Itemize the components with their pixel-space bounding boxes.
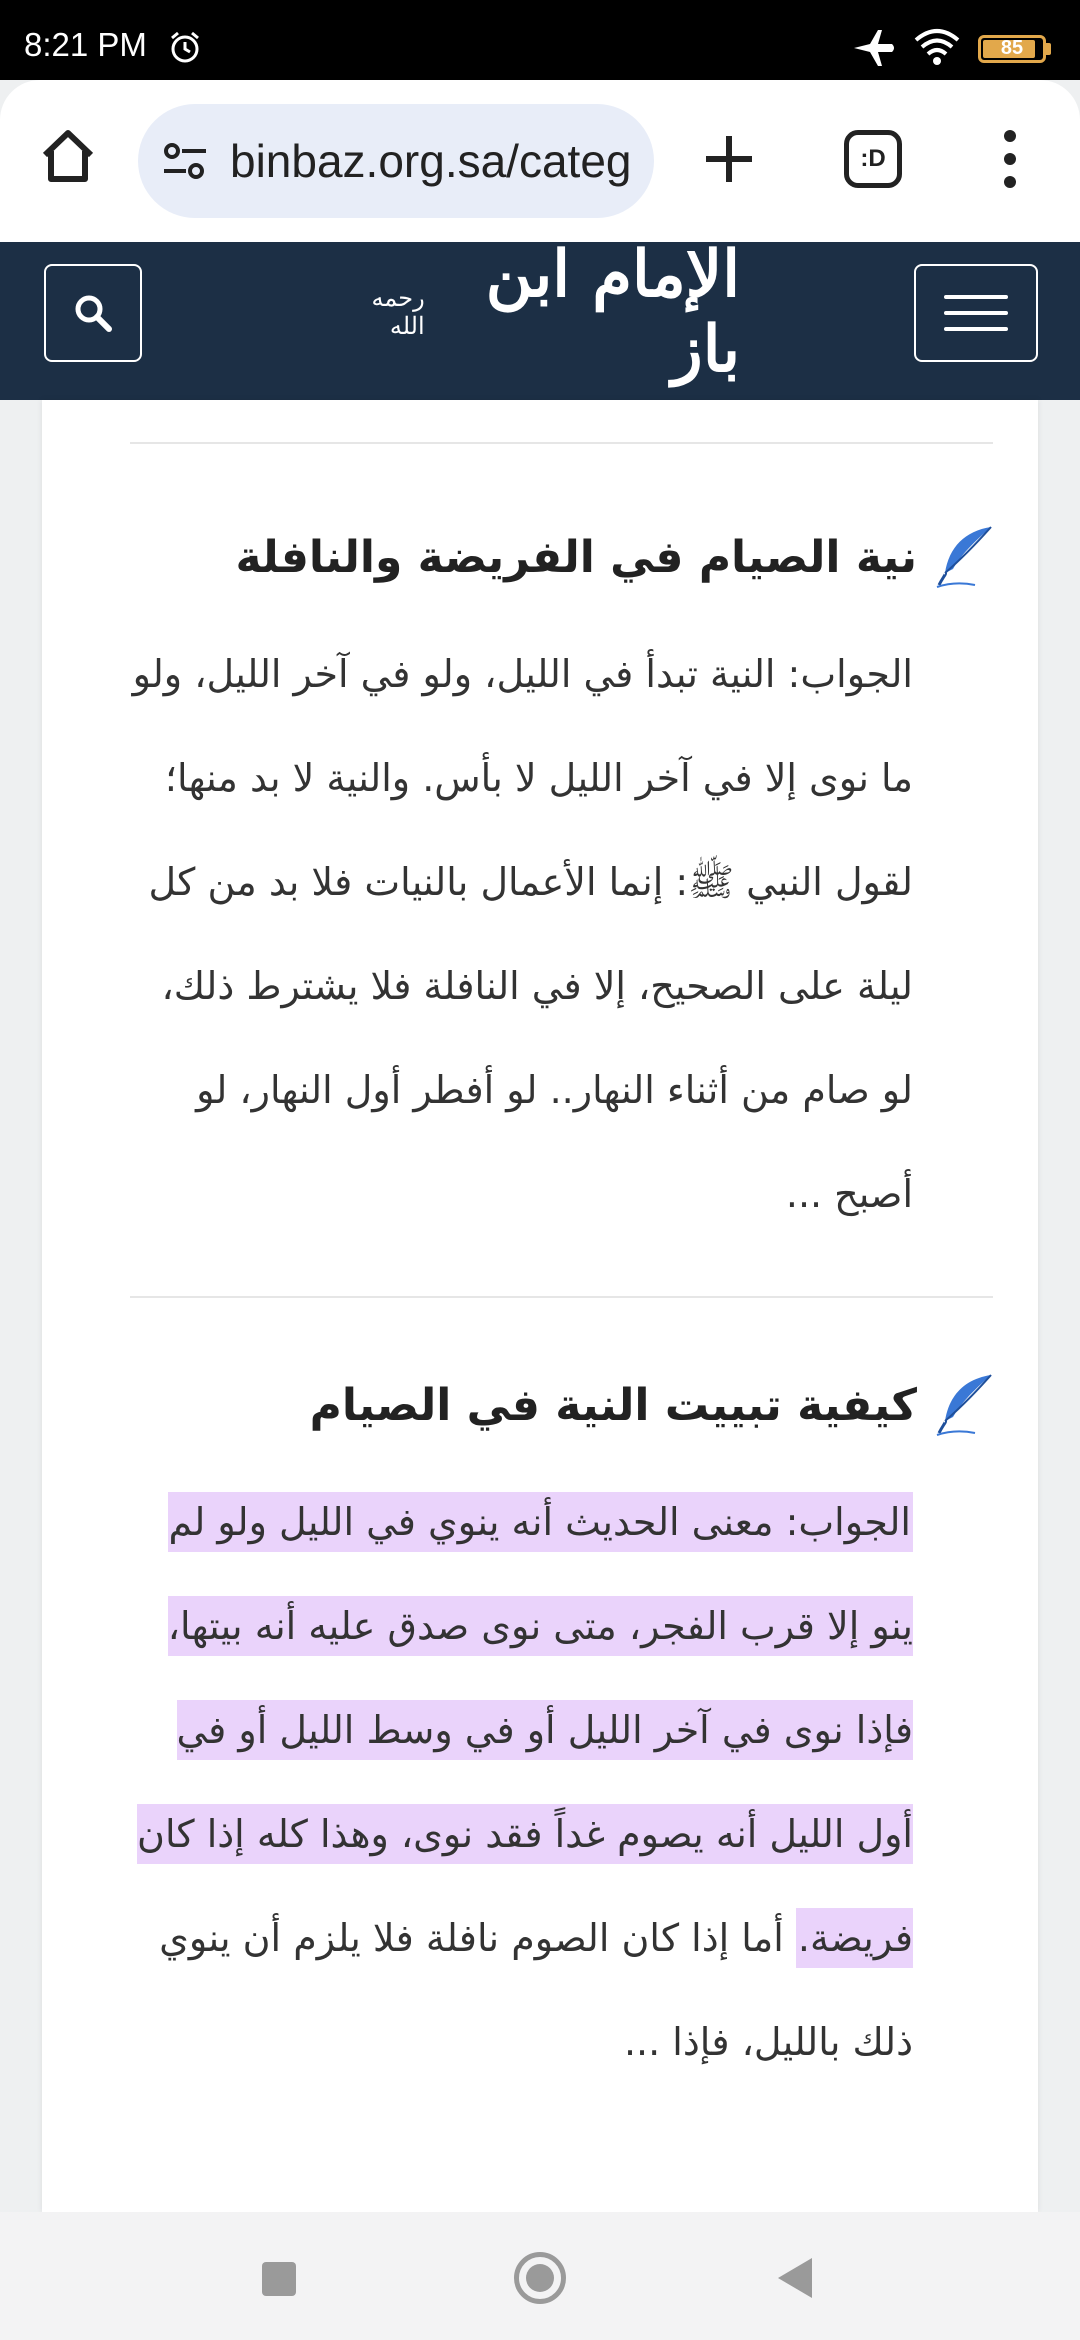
back-button[interactable]	[778, 2258, 812, 2298]
alarm-icon	[168, 30, 202, 64]
recents-button[interactable]	[262, 2262, 296, 2296]
url-bar[interactable]	[138, 104, 654, 218]
divider	[130, 1296, 993, 1298]
search-icon	[73, 293, 113, 333]
logo-honorific: رحمه الله	[371, 284, 425, 340]
feather-icon	[935, 1373, 993, 1437]
tune-icon[interactable]	[162, 141, 208, 181]
article-excerpt	[130, 1470, 993, 2094]
content-card	[42, 400, 1038, 2212]
battery-icon	[978, 35, 1046, 63]
browser-toolbar	[0, 80, 1080, 242]
article-item[interactable]	[130, 1370, 993, 2094]
home-nav-button[interactable]	[514, 2252, 566, 2304]
status-bar	[0, 0, 1080, 80]
highlighted-text: الجواب: معنى الحديث أنه ينوي في الليل ولو لم ينو إلا قرب الفجر، متى نوى صدق عليه أنه بيتها، فإذا نوى في آخر الليل أو في وسط الليل أو في أول الليل أنه يصوم غداً فقد نوى، وهذا كله إذا كان فريضة.	[137, 1492, 913, 1968]
more-vert-icon[interactable]	[992, 124, 1028, 194]
status-time: 8:21 PM	[24, 26, 147, 63]
home-button[interactable]	[36, 124, 100, 188]
article-item[interactable]	[130, 522, 993, 1246]
article-excerpt-text: أما إذا كان الصوم نافلة فلا يلزم أن ينوي ذلك بالليل، فإذا ...	[159, 1916, 913, 2064]
article-title[interactable]: نية الصيام في الفريضة والنافلة	[235, 531, 917, 583]
battery-nub	[1046, 43, 1051, 55]
feather-icon	[935, 525, 993, 589]
site-logo[interactable]	[340, 237, 740, 387]
system-nav-bar	[0, 2212, 1080, 2340]
home-icon	[39, 127, 97, 185]
tab-switcher-label: :D	[860, 145, 886, 172]
article-header	[130, 1370, 993, 1440]
site-search-button[interactable]	[44, 264, 142, 362]
wifi-icon	[914, 28, 960, 68]
article-excerpt	[130, 622, 993, 1246]
battery-level-text: 85	[1000, 37, 1024, 59]
article-header	[130, 522, 993, 592]
url-text[interactable]: binbaz.org.sa/categ	[230, 135, 632, 187]
tab-switcher-button[interactable]	[844, 130, 902, 188]
site-header	[0, 237, 1080, 400]
plus-icon[interactable]	[694, 124, 764, 194]
article-title[interactable]: كيفية تبييت النية في الصيام	[309, 1379, 917, 1431]
divider	[130, 442, 993, 444]
airplane-icon	[852, 28, 896, 68]
logo-text: الإمام ابن باز	[485, 237, 740, 387]
article-excerpt-text: الجواب: النية تبدأ في الليل، ولو في آخر الليل، ولو ما نوى إلا في آخر الليل لا بأس. والنية لا بد منها؛ لقول النبي ﷺ: إنما الأعمال بالنيات فلا بد من كل ليلة على الصحيح، إلا في النافلة فلا يشترط ذلك، لو صام من أثناء النهار.. لو أفطر أول النهار، لو أصبح ...	[132, 652, 913, 1216]
menu-icon[interactable]	[914, 264, 1038, 362]
